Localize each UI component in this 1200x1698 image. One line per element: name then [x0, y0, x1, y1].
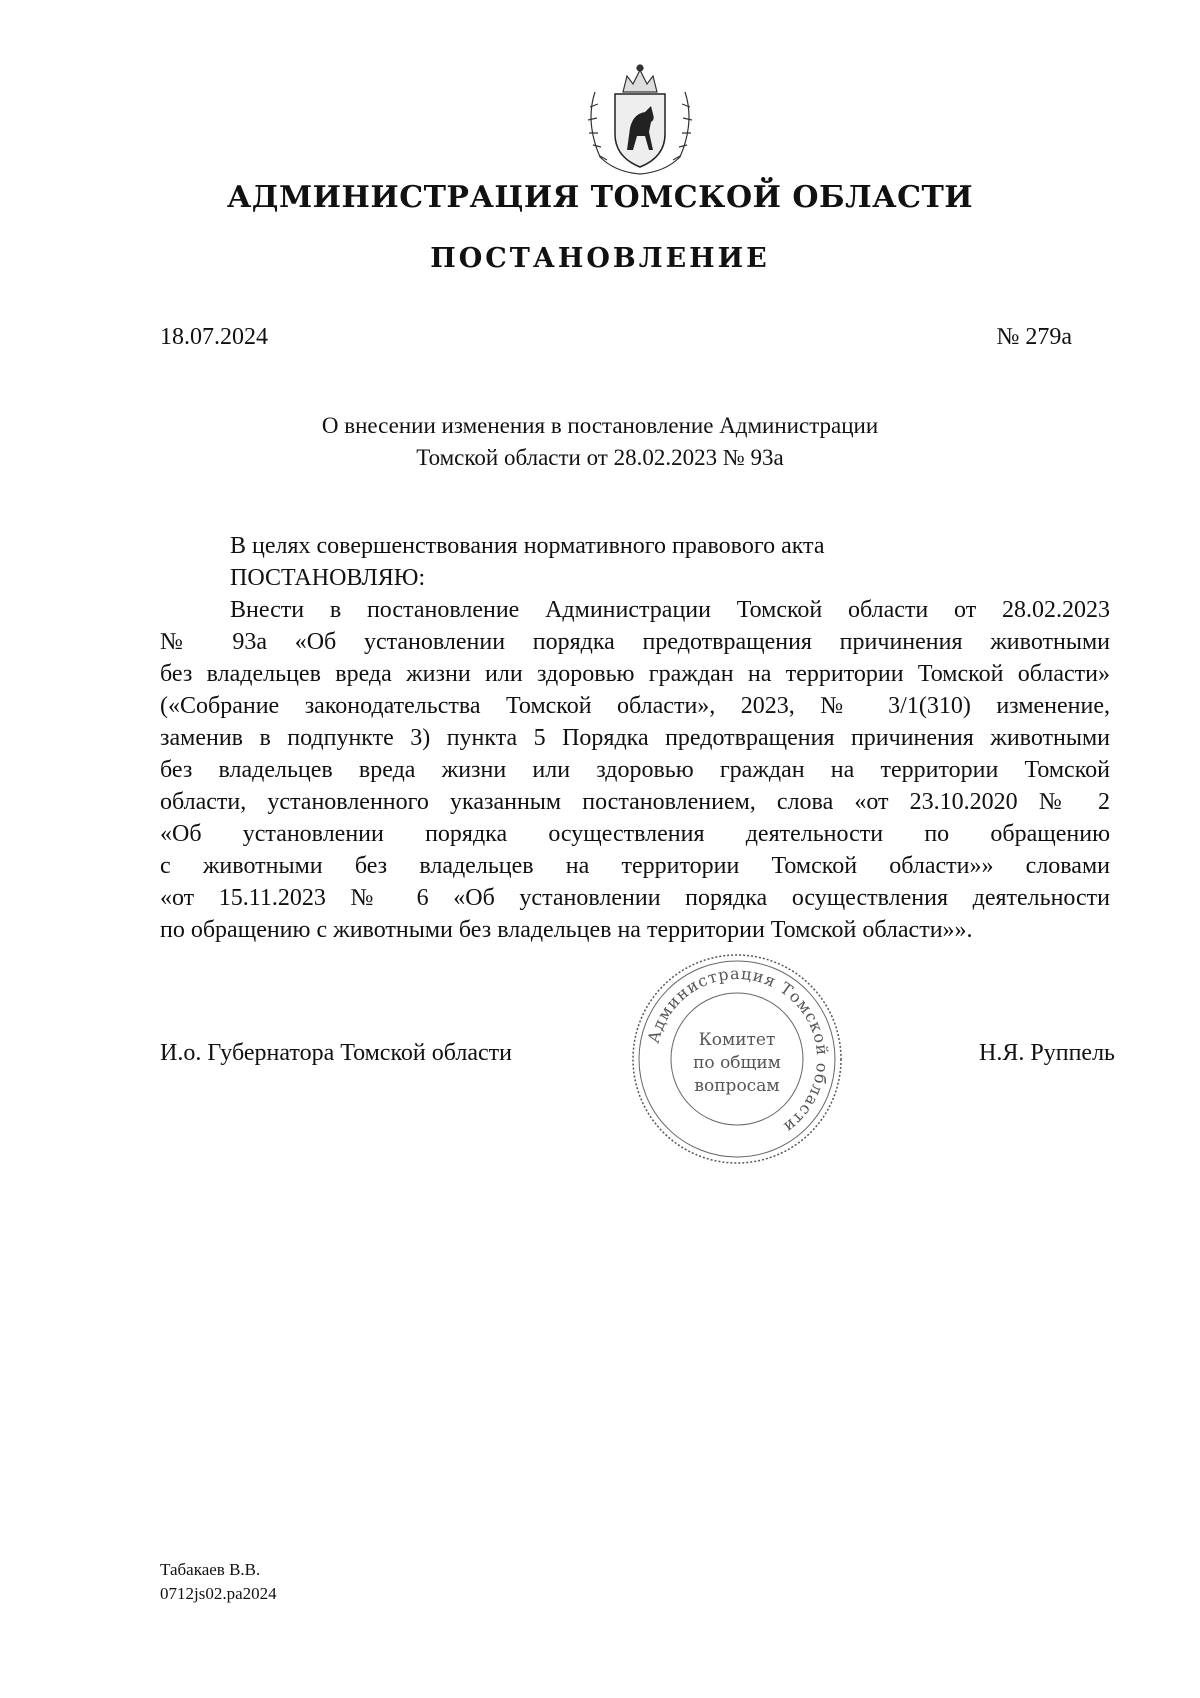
stamp-center-line: Комитет	[698, 1030, 776, 1050]
body-line: без владельцев вреда жизни или здоровью граждан на территории Томской	[160, 757, 1110, 783]
body-line: заменив в подпункте 3) пункта 5 Порядка предотвращения причинения животными	[160, 725, 1110, 751]
official-stamp	[628, 950, 846, 1168]
coat-of-arms-emblem	[575, 62, 705, 182]
body-line: по обращению с животными без владельцев на территории Томской области»».	[160, 917, 973, 943]
document-type-heading: ПОСТАНОВЛЕНИЕ	[430, 243, 770, 274]
body-line: области, установленного указанным постановлением, слова «от 23.10.2020 № 2	[160, 789, 1110, 815]
body-line: «от 15.11.2023 № 6 «Об установлении порядка осуществления деятельности	[160, 885, 1110, 911]
subject-line: Томской области от 28.02.2023 № 93а	[416, 445, 784, 470]
body-line: Внести в постановление Администрации Томской области от 28.02.2023	[230, 597, 1110, 623]
organization-title: АДМИНИСТРАЦИЯ ТОМСКОЙ ОБЛАСТИ	[226, 180, 974, 215]
body-line: с животными без владельцев на территории Томской области»» словами	[160, 853, 1110, 879]
document-number: № 279а	[996, 324, 1072, 350]
executor-block	[160, 1558, 277, 1606]
body-line: без владельцев вреда жизни или здоровью граждан на территории Томской области»	[160, 661, 1110, 687]
executor-name: Табакаев В.В.	[160, 1560, 261, 1579]
body-line: № 93а «Об установлении порядка предотвращения причинения животными	[160, 629, 1110, 655]
body-line: «Об установлении порядка осуществления деятельности по обращению	[160, 821, 1110, 847]
preamble	[230, 530, 825, 594]
resolution-word: ПОСТАНОВЛЯЮ:	[230, 565, 426, 591]
document-code: 0712js02.ра2024	[160, 1584, 277, 1603]
document-date: 18.07.2024	[160, 324, 268, 350]
document-subject	[0, 410, 1200, 474]
stamp-ring-text: Администрация Томской области	[643, 963, 833, 1138]
stamp-center-line: по общим	[693, 1053, 781, 1073]
stamp-center-line: вопросам	[694, 1076, 780, 1096]
preamble-line: В целях совершенствования нормативного правового акта	[230, 533, 825, 559]
body-paragraph	[160, 594, 1110, 946]
subject-line: О внесении изменения в постановление Администрации	[321, 413, 879, 438]
body-line: («Собрание законодательства Томской области», 2023, № 3/1(310) изменение,	[160, 693, 1110, 719]
signatory-name: Н.Я. Руппель	[979, 1040, 1115, 1066]
signatory-position: И.о. Губернатора Томской области	[160, 1040, 512, 1066]
